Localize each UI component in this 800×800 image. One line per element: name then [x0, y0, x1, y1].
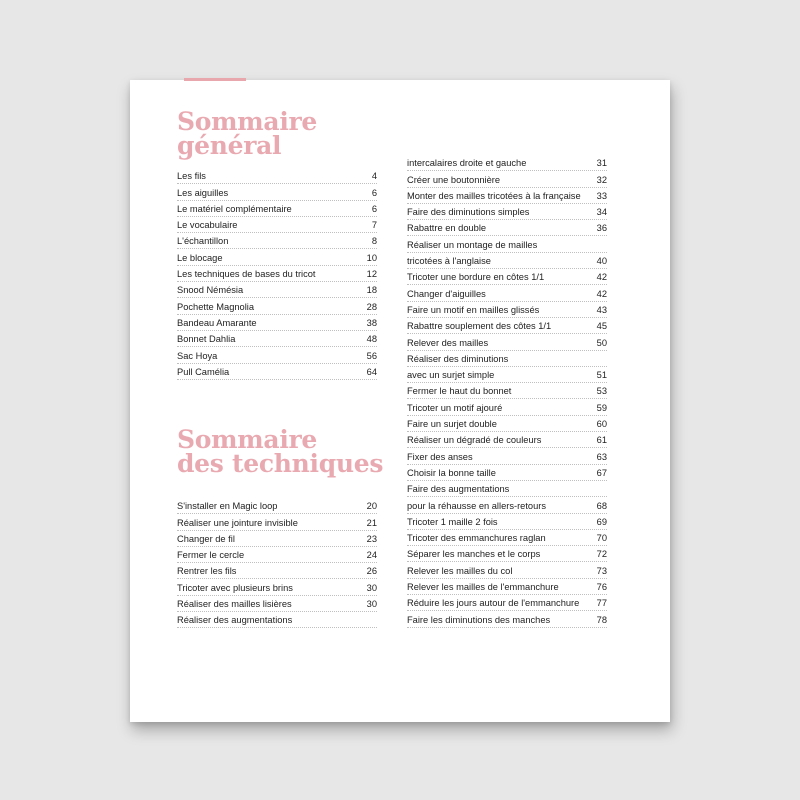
toc-entry [177, 347, 377, 363]
toc-entry-title: tricotées à l'anglaise [407, 256, 491, 267]
toc-entry [407, 302, 607, 318]
top-accent-tab [184, 78, 246, 81]
toc-entry [177, 282, 377, 298]
toc-entry [177, 331, 377, 347]
toc-entry [407, 236, 607, 252]
toc-entry-title: Pochette Magnolia [177, 301, 255, 312]
toc-entry [177, 184, 377, 200]
toc-entry-title: Rabattre souplement des côtes 1/1 [407, 321, 552, 332]
toc-entry [177, 249, 377, 265]
toc-entry-title: Faire des augmentations [407, 484, 510, 495]
toc-entry [177, 547, 377, 563]
toc-entry [407, 562, 607, 578]
toc-entry-title: Rabattre en double [407, 223, 487, 234]
toc-entry-page: 30 [366, 599, 377, 610]
toc-entry [407, 497, 607, 513]
toc-entry-title: Le blocage [177, 252, 223, 263]
toc-entry [407, 432, 607, 448]
heading-line-1: Sommaire [177, 107, 318, 136]
toc-entry [407, 383, 607, 399]
toc-entry [407, 465, 607, 481]
toc-entry-title: L'échantillon [177, 236, 229, 247]
heading-line-1: Sommaire [177, 425, 318, 454]
toc-entry-page: 6 [371, 203, 377, 214]
toc-entry [407, 188, 607, 204]
toc-entry-page: 51 [596, 370, 607, 381]
toc-entry-page: 7 [371, 220, 377, 231]
toc-entry-title: Fermer le haut du bonnet [407, 386, 512, 397]
toc-entry-title: Changer d'aiguilles [407, 288, 486, 299]
toc-entry [407, 155, 607, 171]
toc-entry-page: 30 [366, 582, 377, 593]
toc-entry-page: 61 [596, 435, 607, 446]
toc-entry-title: Tricoter des emmanchures raglan [407, 533, 546, 544]
toc-entry-title: Relever les mailles de l'emmanchure [407, 582, 559, 593]
toc-entry-title: Choisir la bonne taille [407, 467, 496, 478]
toc-entry [407, 595, 607, 611]
heading-line-2: des techniques [177, 449, 384, 478]
toc-entry-title: Faire des diminutions simples [407, 207, 530, 218]
toc-entry [177, 596, 377, 612]
toc-entry-page: 10 [366, 252, 377, 263]
toc-entry-page: 48 [366, 334, 377, 345]
toc-entry-title: Faire les diminutions des manches [407, 614, 551, 625]
toc-entry-page: 31 [596, 158, 607, 169]
toc-entry-page: 67 [596, 467, 607, 478]
toc-entry-title: Réaliser une jointure invisible [177, 517, 298, 528]
toc-entry-page: 64 [366, 366, 377, 377]
toc-entry-page: 4 [371, 171, 377, 182]
heading-line-2: général [177, 131, 282, 160]
toc-entry-title: Fermer le cercle [177, 550, 245, 561]
toc-entry-title: Réaliser des augmentations [177, 615, 293, 626]
toc-entry [407, 546, 607, 562]
toc-entry-title: Pull Camélia [177, 366, 230, 377]
toc-entry-title: pour la réhausse en allers-retours [407, 500, 547, 511]
toc-entry-page: 24 [366, 550, 377, 561]
toc-entry [177, 315, 377, 331]
toc-entry [407, 448, 607, 464]
toc-entry-title: Tricoter 1 maille 2 fois [407, 516, 498, 527]
toc-entry-page: 43 [596, 304, 607, 315]
toc-entry-title: Réaliser des diminutions [407, 353, 509, 364]
toc-entry-title: avec un surjet simple [407, 370, 495, 381]
toc-entry-title: Les fils [177, 171, 206, 182]
toc-entry [177, 266, 377, 282]
toc-entry-title: Les aiguilles [177, 187, 229, 198]
toc-entry [407, 269, 607, 285]
toc-entry [407, 204, 607, 220]
toc-entry [177, 168, 377, 184]
toc-entry-page: 21 [366, 517, 377, 528]
toc-entry-page: 77 [596, 598, 607, 609]
toc-entry-page: 6 [371, 187, 377, 198]
toc-entry [407, 611, 607, 627]
toc-entry-page: 73 [596, 565, 607, 576]
toc-entry-title: Changer de fil [177, 533, 235, 544]
toc-entry-page: 40 [596, 256, 607, 267]
toc-entry [407, 367, 607, 383]
toc-entry [177, 579, 377, 595]
toc-entry-page: 12 [366, 269, 377, 280]
toc-entry-page: 56 [366, 350, 377, 361]
toc-entry-title: intercalaires droite et gauche [407, 158, 527, 169]
toc-entry-page: 28 [366, 301, 377, 312]
toc-entry-title: Réaliser un montage de mailles [407, 239, 538, 250]
toc-entry-title: Réaliser des mailles lisières [177, 599, 292, 610]
toc-entry-title: Relever des mailles [407, 337, 489, 348]
toc-entry [407, 481, 607, 497]
toc-entry-page: 34 [596, 207, 607, 218]
toc-entry-title: Le matériel complémentaire [177, 203, 292, 214]
toc-entry-title: Réduire les jours autour de l'emmanchure [407, 598, 580, 609]
toc-entry-title: Faire un surjet double [407, 419, 497, 430]
toc-entry [407, 514, 607, 530]
toc-entry-page: 60 [596, 419, 607, 430]
toc-entry-title: Sac Hoya [177, 350, 218, 361]
toc-entry-page: 59 [596, 402, 607, 413]
toc-entry [407, 351, 607, 367]
toc-entry [407, 416, 607, 432]
toc-entry-page: 70 [596, 533, 607, 544]
toc-entry-page: 45 [596, 321, 607, 332]
toc-entry [407, 220, 607, 236]
toc-entry [177, 563, 377, 579]
toc-entry-page: 18 [366, 285, 377, 296]
heading-sommaire-techniques [177, 425, 384, 478]
toc-entry-page: 33 [596, 190, 607, 201]
toc-entry [177, 233, 377, 249]
toc-entry [177, 364, 377, 380]
toc-entry [177, 514, 377, 530]
toc-entry-page: 20 [366, 501, 377, 512]
toc-entry-page: 38 [366, 317, 377, 328]
toc-entry-title: Les techniques de bases du tricot [177, 269, 316, 280]
toc-entry [177, 531, 377, 547]
toc-entry-title: Bandeau Amarante [177, 317, 257, 328]
toc-techniques-left-list [177, 498, 377, 628]
toc-entry-title: Tricoter une bordure en côtes 1/1 [407, 272, 545, 283]
toc-entry-title: Réaliser un dégradé de couleurs [407, 435, 542, 446]
toc-entry-page: 50 [596, 337, 607, 348]
toc-entry [407, 334, 607, 350]
toc-entry [407, 285, 607, 301]
toc-entry [407, 579, 607, 595]
toc-entry [177, 298, 377, 314]
toc-entry-page: 78 [596, 614, 607, 625]
heading-sommaire-general [177, 107, 318, 160]
toc-entry-page: 36 [596, 223, 607, 234]
toc-entry [177, 201, 377, 217]
toc-entry-page: 72 [596, 549, 607, 560]
toc-entry-page: 32 [596, 174, 607, 185]
toc-entry-title: Snood Némésia [177, 285, 244, 296]
toc-entry-page: 8 [371, 236, 377, 247]
toc-entry-page: 63 [596, 451, 607, 462]
toc-entry-page: 76 [596, 582, 607, 593]
toc-entry-page: 42 [596, 272, 607, 283]
toc-techniques-right-list [407, 155, 607, 628]
toc-entry-page: 42 [596, 288, 607, 299]
toc-entry-title: Créer une boutonnière [407, 174, 501, 185]
toc-entry-page: 68 [596, 500, 607, 511]
toc-entry-title: Bonnet Dahlia [177, 334, 236, 345]
toc-entry [407, 171, 607, 187]
toc-entry-title: Relever les mailles du col [407, 565, 513, 576]
toc-entry-page: 53 [596, 386, 607, 397]
toc-entry-title: Séparer les manches et le corps [407, 549, 541, 560]
toc-entry [177, 498, 377, 514]
toc-entry-page: 26 [366, 566, 377, 577]
toc-entry-title: Faire un motif en mailles glissés [407, 304, 540, 315]
toc-entry-title: Tricoter un motif ajouré [407, 402, 503, 413]
toc-entry [407, 318, 607, 334]
toc-entry [407, 253, 607, 269]
toc-entry-page: 23 [366, 533, 377, 544]
toc-general-list [177, 168, 377, 380]
toc-entry-title: Monter des mailles tricotées à la française [407, 190, 581, 201]
toc-entry-title: Le vocabulaire [177, 220, 238, 231]
toc-entry [177, 217, 377, 233]
toc-entry [407, 530, 607, 546]
toc-entry-title: Rentrer les fils [177, 566, 237, 577]
toc-entry-title: Fixer des anses [407, 451, 473, 462]
toc-entry-page: 69 [596, 516, 607, 527]
toc-entry [177, 612, 377, 628]
toc-entry-title: S'installer en Magic loop [177, 501, 278, 512]
toc-entry-title: Tricoter avec plusieurs brins [177, 582, 293, 593]
toc-entry [407, 399, 607, 415]
